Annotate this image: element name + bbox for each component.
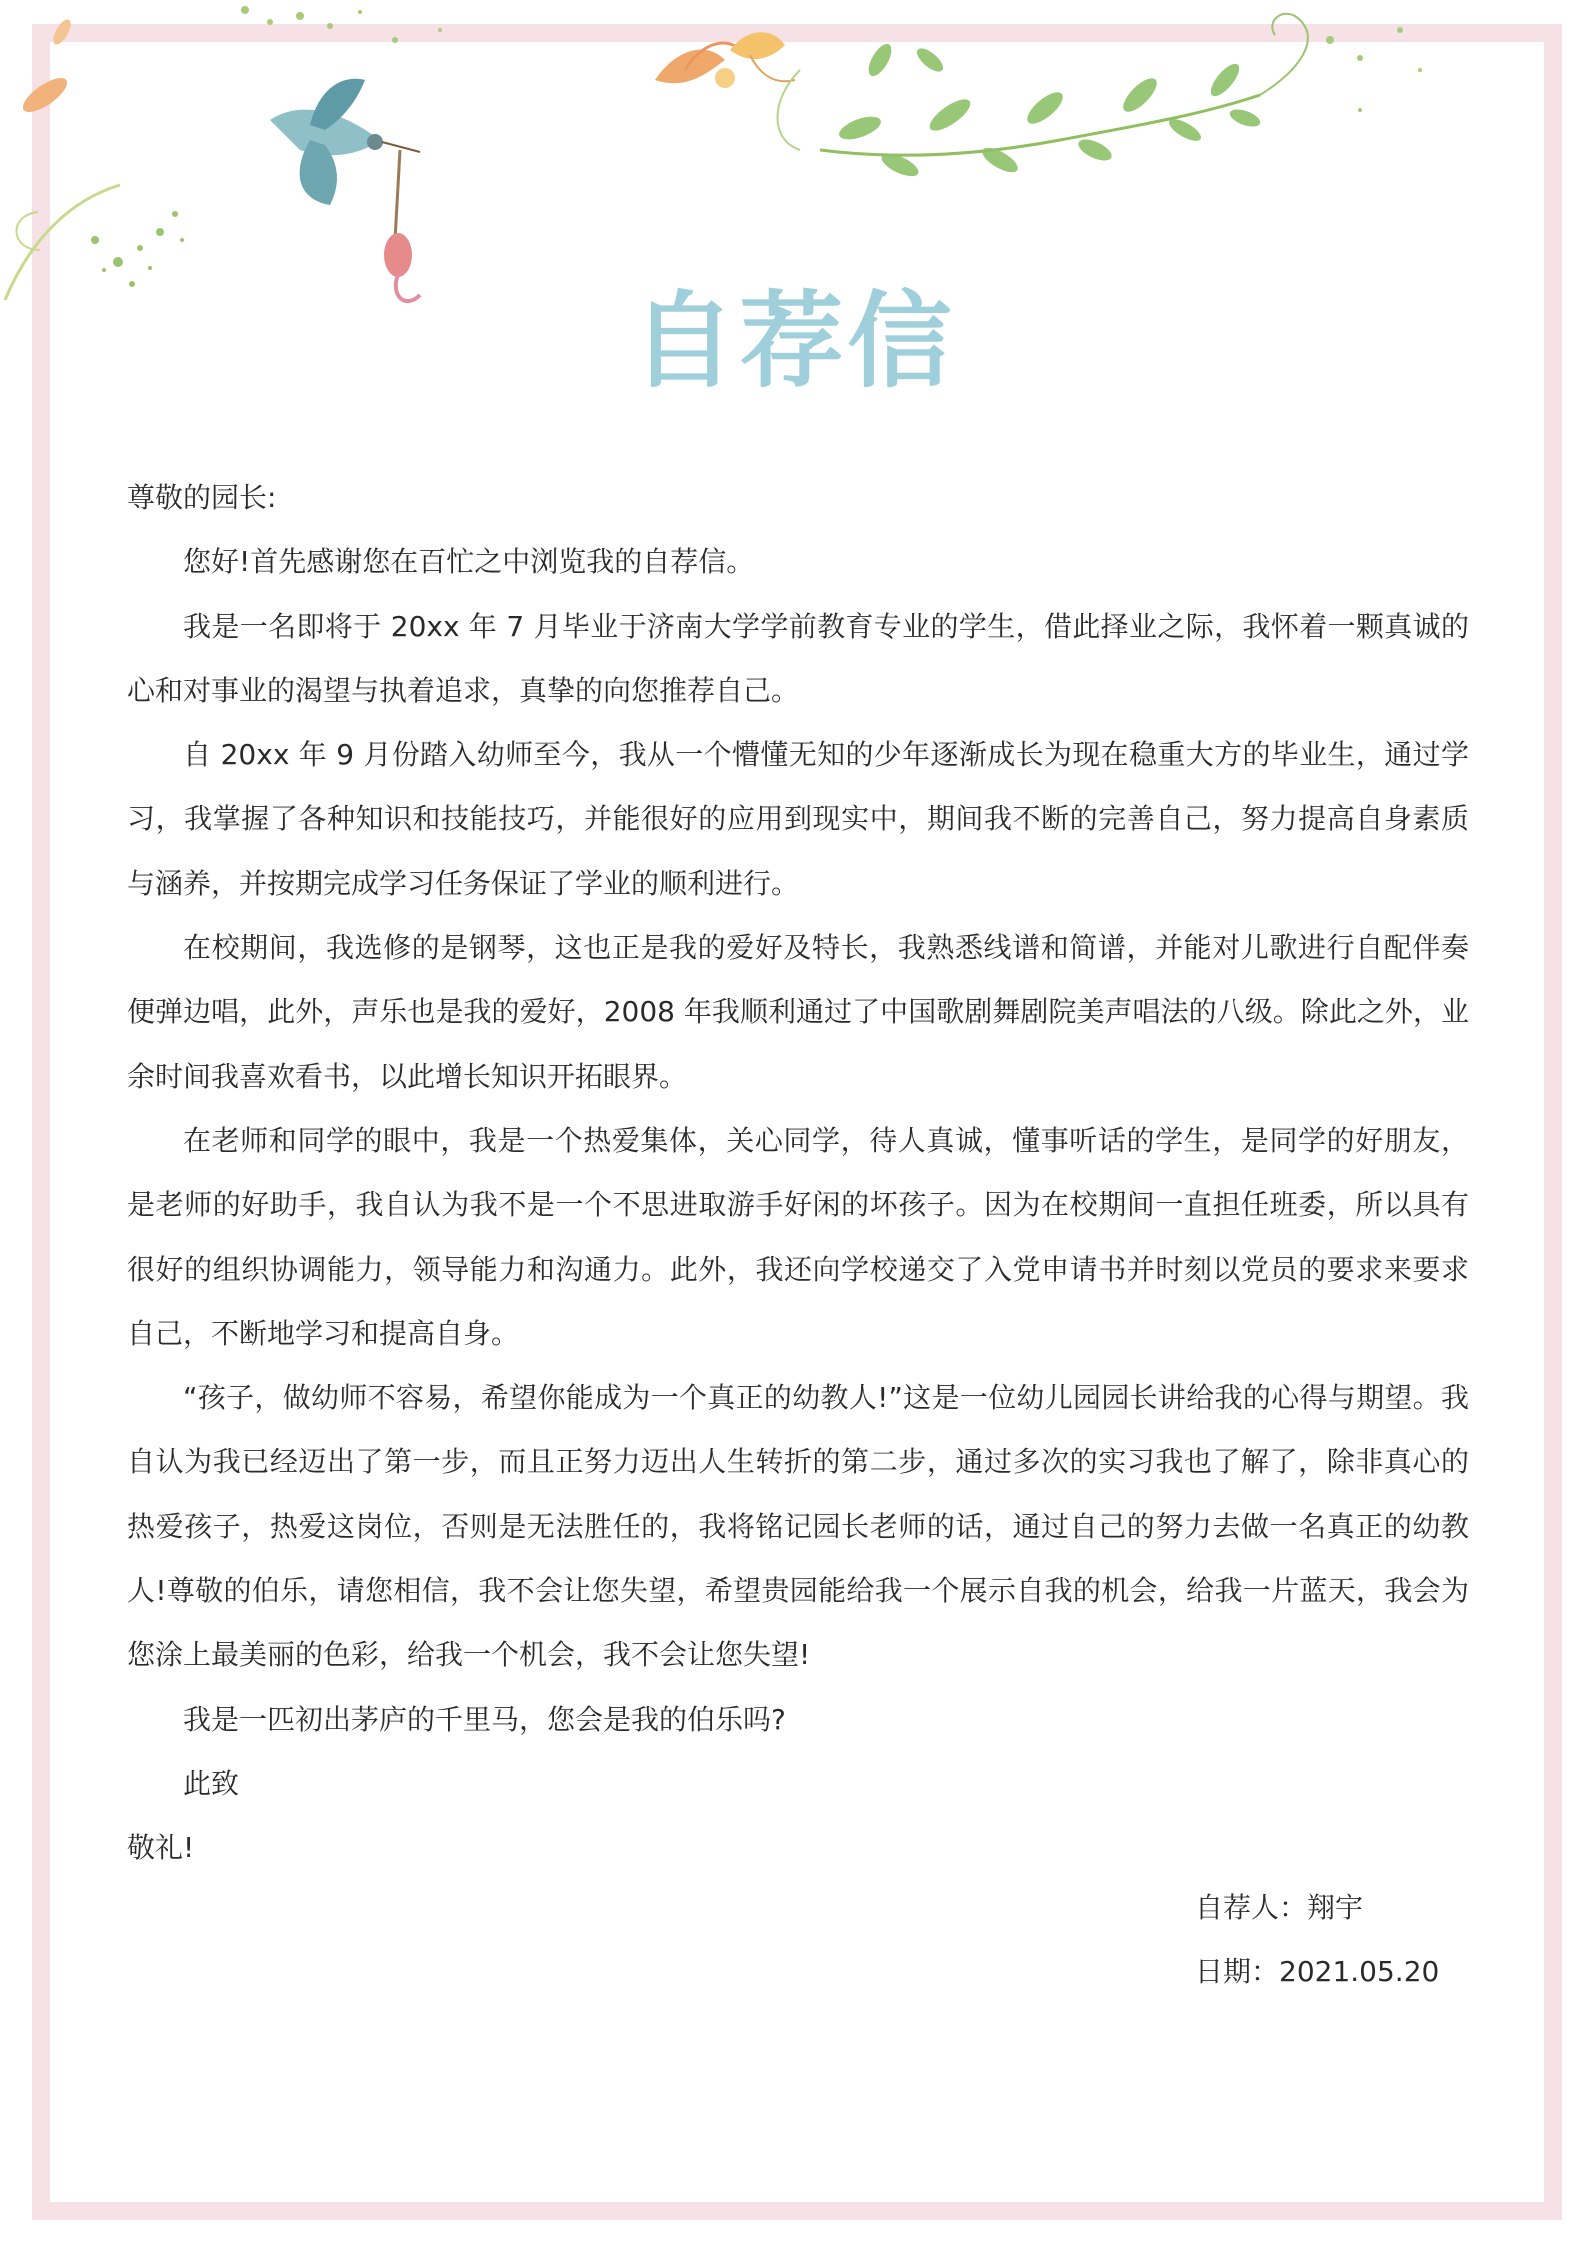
paragraph: “孩子，做幼师不容易，希望你能成为一个真正的幼教人!”这是一位幼儿园园长讲给我的心得与期望。我自认为我已经迈出了第一步，而且正努力迈出人生转折的第二步，通过多次的实习我也了解了，除非真心的热爱孩子，热爱这岗位，否则是无法胜任的，我将铭记园长老师的话，通过自己的努力去做一名真正的幼教人!尊敬的伯乐，请您相信，我不会让您失望，希望贵园能给我一个展示自我的机会，给我一片蓝天，我会为您涂上最美丽的色彩，给我一个机会，我不会让您失望! — [127, 1381, 1469, 1672]
leaves-right — [836, 40, 1262, 180]
signature: 自荐人：翔宇 — [1195, 1891, 1364, 1924]
flower-icon — [730, 32, 795, 81]
letter-body — [127, 466, 1469, 1881]
page-title: 自荐信 — [631, 280, 956, 402]
floral-header-decoration — [0, 0, 1587, 320]
tendril — [1260, 14, 1308, 95]
paragraph: 在老师和同学的眼中，我是一个热爱集体，关心同学，待人真诚，懂事听话的学生，是同学的好朋友，是老师的好助手，我自认为我不是一个不思进取游手好闲的坏孩子。因为在校期间一直担任班委，所以具有很好的组织协调能力，领导能力和沟通力。此外，我还向学校递交了入党申请书并时刻以党员的要求来要求自己，不断地学习和提高自身。 — [127, 1123, 1469, 1350]
dots-right — [1326, 27, 1422, 112]
paragraph: 您好!首先感谢您在百忙之中浏览我的自荐信。 — [183, 545, 755, 579]
date: 日期：2021.05.20 — [1195, 1955, 1440, 1988]
flower-icon — [655, 43, 740, 88]
dots-top — [241, 6, 442, 43]
hummingbird-icon — [270, 79, 420, 301]
leaf-orange — [50, 17, 74, 47]
paragraph: 自 20xx 年 9 月份踏入幼师至今，我从一个懵懂无知的少年逐渐成长为现在稳重大方的毕业生，通过学习，我掌握了各种知识和技能技巧，并能很好的应用到现实中，期间我不断的完善自己，努力提高自身素质与涵养，并按期完成学习任务保证了学业的顺利进行。 — [127, 738, 1469, 900]
salutation: 尊敬的园长: — [127, 481, 277, 514]
paragraph: 我是一名即将于 20xx 年 7 月毕业于济南大学学前教育专业的学生，借此择业之际，我怀着一颗真诚的心和对事业的渴望与执着追求，真挚的向您推荐自己。 — [127, 609, 1469, 707]
regards: 敬礼! — [127, 1831, 195, 1865]
closing: 此致 — [183, 1766, 240, 1800]
leaf-orange — [18, 72, 72, 118]
paragraph: 在校期间，我选修的是钢琴，这也正是我的爱好及特长，我熟悉线谱和简谱，并能对儿歌进行自配伴奏便弹边唱，此外，声乐也是我的爱好，2008 年我顺利通过了中国歌剧舞剧院美声唱法的八级。除此之外，业余时间我喜欢看书，以此增长知识开拓眼界。 — [127, 931, 1469, 1093]
paragraph: 我是一匹初出茅庐的千里马，您会是我的伯乐吗? — [183, 1702, 786, 1736]
